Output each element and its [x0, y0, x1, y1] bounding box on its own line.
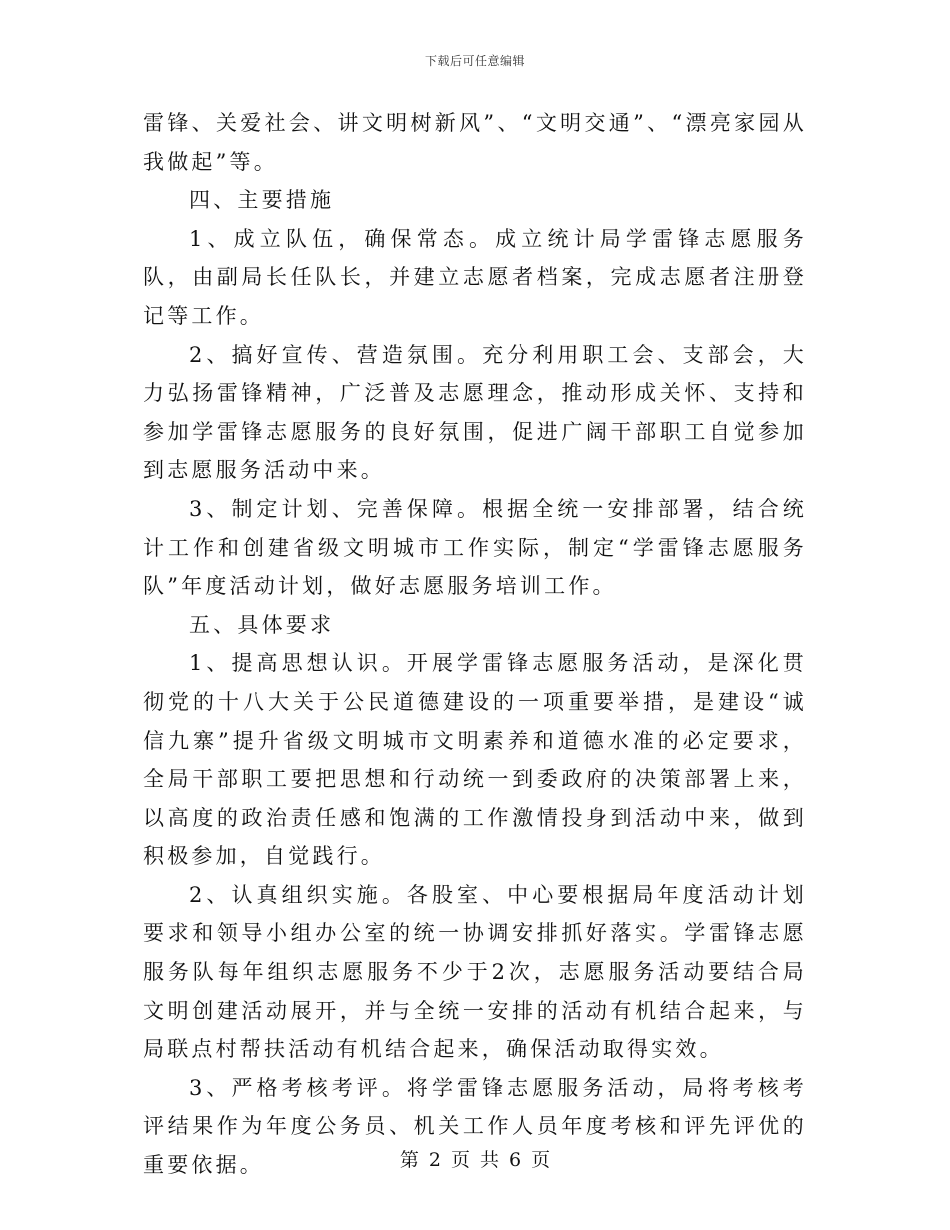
footer-current-page: 2 [428, 1149, 441, 1171]
paragraph-measure-1: 1、成立队伍，确保常态。成立统计局学雷锋志愿服务队，由副局长任队长，并建立志愿者档案，完成志愿者注册登记等工作。 [143, 226, 807, 328]
section-heading-requirements: 五、具体要求 [189, 612, 335, 637]
header-note: 下载后可任意编辑 [424, 54, 525, 68]
page-footer [0, 1145, 950, 1172]
footer-prefix: 第 [399, 1149, 419, 1171]
footer-page-word: 页 [450, 1149, 470, 1171]
paragraph-measure-3: 3、制定计划、完善保障。根据全统一安排部署，结合统计工作和创建省级文明城市工作实际，制定“学雷锋志愿服务队”年度活动计划，做好志愿服务培训工作。 [143, 496, 807, 599]
section-heading-measures: 四、主要措施 [189, 188, 335, 213]
footer-total-label: 共 [480, 1149, 500, 1171]
paragraph-requirement-3: 3、严格考核考评。将学雷锋志愿服务活动，局将考核考评结果作为年度公务员、机关工作人员年度考核和评先评优的重要依据。 [143, 1075, 807, 1178]
document-body [143, 104, 807, 1185]
paragraph-requirement-1: 1、提高思想认识。开展学雷锋志愿服务活动，是深化贯彻党的十八大关于公民道德建设的一项重要举措，是建设“诚信九寨”提升省级文明城市文明素养和道德水准的必定要求，全局干部职工要把思想和行动统一到委政府的决策部署上来，以高度的政治责任感和饱满的工作激情投身到活动中来，做到积极参加，自觉践行。 [143, 651, 807, 869]
footer-suffix: 页 [531, 1149, 551, 1171]
footer-total-pages: 6 [509, 1149, 522, 1171]
paragraph-requirement-2: 2、认真组织实施。各股室、中心要根据局年度活动计划要求和领导小组办公室的统一协调安排抓好落实。学雷锋志愿服务队每年组织志愿服务不少于2次，志愿服务活动要结合局文明创建活动展开，并与全统一安排的活动有机结合起来，与局联点村帮扶活动有机结合起来，确保活动取得实效。 [143, 882, 807, 1062]
paragraph-measure-2: 2、搞好宣传、营造氛围。充分利用职工会、支部会，大力弘扬雷锋精神，广泛普及志愿理念，推动形成关怀、支持和参加学雷锋志愿服务的良好氛围，促进广阔干部职工自觉参加到志愿服务活动中来。 [143, 342, 807, 483]
paragraph-1: 雷锋、关爱社会、讲文明树新风”、“文明交通”、“漂亮家园从我做起”等。 [143, 111, 807, 174]
